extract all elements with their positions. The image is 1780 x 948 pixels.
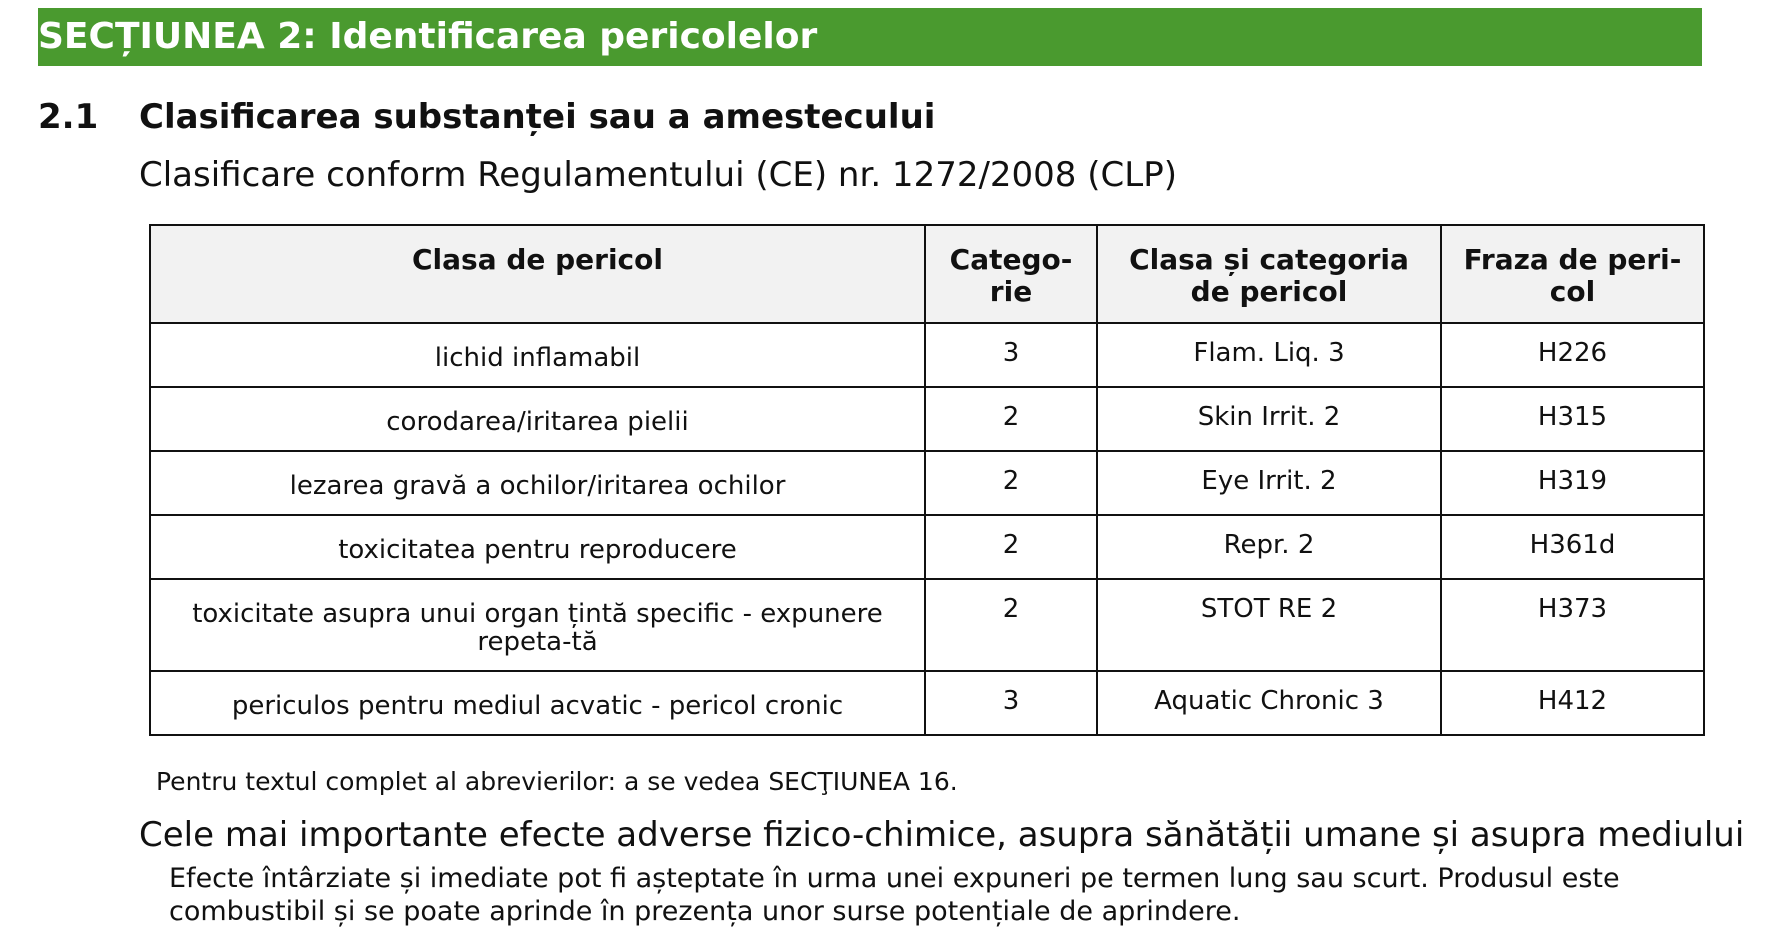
cell-category: 2: [925, 515, 1097, 579]
table-header-row: [150, 225, 1704, 323]
section-header: [38, 8, 1702, 66]
table-row: [150, 451, 1704, 515]
cell-hazard-statement: H373: [1441, 579, 1704, 671]
hazard-classification-table: [149, 224, 1705, 736]
cell-hazard-class: periculos pentru mediul acvatic - pericol cronic: [150, 671, 925, 735]
effects-paragraph: Efecte întârziate și imediate pot fi așteptate în urma unei expuneri pe termen lung sau scurt. Produsul este combustibil și se poate aprinde în prezența unor surse potențiale de aprindere.: [169, 863, 1620, 927]
cell-class-category: Flam. Liq. 3: [1097, 323, 1441, 387]
table-row: [150, 387, 1704, 451]
cell-hazard-statement: H226: [1441, 323, 1704, 387]
table-row: [150, 515, 1704, 579]
cell-hazard-class: lichid inflamabil: [150, 323, 925, 387]
header-hazard-class: Clasa de pericol: [150, 225, 925, 323]
table-row: [150, 671, 1704, 735]
cell-category: 3: [925, 671, 1097, 735]
abbreviations-footnote: Pentru textul complet al abrevierilor: a se vedea SECŢIUNEA 16.: [156, 767, 958, 796]
table-row: [150, 323, 1704, 387]
cell-hazard-statement: H361d: [1441, 515, 1704, 579]
cell-class-category: Repr. 2: [1097, 515, 1441, 579]
cell-class-category: STOT RE 2: [1097, 579, 1441, 671]
cell-hazard-class: lezarea gravă a ochilor/iritarea ochilor: [150, 451, 925, 515]
table-row: [150, 579, 1704, 671]
subsection-title: Clasificarea substanței sau a amestecului: [139, 97, 936, 137]
cell-category: 3: [925, 323, 1097, 387]
cell-hazard-class: toxicitatea pentru reproducere: [150, 515, 925, 579]
effects-heading: Cele mai importante efecte adverse fizico-chimice, asupra sănătății umane și asupra mediului: [139, 815, 1745, 855]
header-category-label: Catego-rie: [949, 243, 1073, 308]
header-class-category: Clasa și categoria de pericol: [1097, 225, 1441, 323]
cell-hazard-class: toxicitate asupra unui organ țintă specific - expunere repeta-tă: [150, 579, 925, 671]
cell-hazard-class: corodarea/iritarea pielii: [150, 387, 925, 451]
cell-class-category: Eye Irrit. 2: [1097, 451, 1441, 515]
header-hazard-statement: Fraza de peri-col: [1441, 225, 1704, 323]
subsection-number: 2.1: [38, 97, 99, 137]
cell-hazard-statement: H315: [1441, 387, 1704, 451]
header-category: [925, 225, 1097, 323]
cell-class-category: Skin Irrit. 2: [1097, 387, 1441, 451]
cell-category: 2: [925, 451, 1097, 515]
cell-hazard-statement: H319: [1441, 451, 1704, 515]
cell-category: 2: [925, 387, 1097, 451]
cell-class-category: Aquatic Chronic 3: [1097, 671, 1441, 735]
section-title: SECȚIUNEA 2: Identificarea pericolelor: [38, 16, 818, 57]
cell-category: 2: [925, 579, 1097, 671]
cell-hazard-statement: H412: [1441, 671, 1704, 735]
regulation-line: Clasificare conform Regulamentului (CE) nr. 1272/2008 (CLP): [139, 155, 1177, 195]
